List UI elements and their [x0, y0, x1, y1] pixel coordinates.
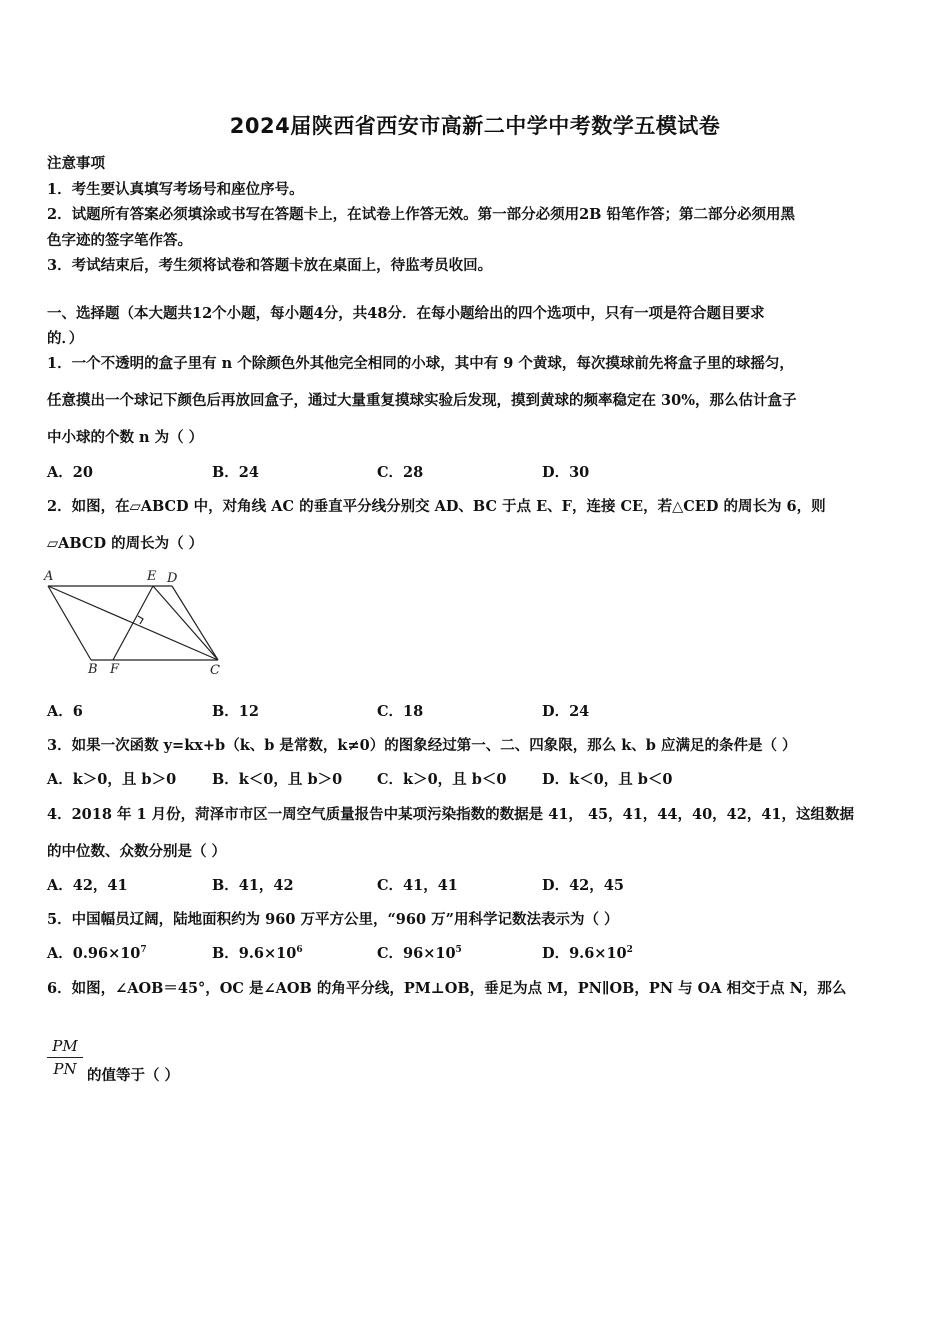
- q2-line-2: ▱ABCD 的周长为（ ）: [47, 535, 204, 552]
- segment-ef: [113, 586, 153, 660]
- notice-heading: 注意事项: [47, 155, 105, 172]
- q4-line-2: 的中位数、众数分别是（ ）: [47, 843, 227, 860]
- q4-option-a: A．42，41: [47, 877, 128, 894]
- side-ab: [48, 586, 91, 660]
- label-a: A: [44, 569, 54, 584]
- q4-option-b: B．41，42: [212, 877, 294, 894]
- label-b: B: [88, 662, 98, 677]
- q2-option-d: D．24: [542, 703, 590, 720]
- section-heading-cont: 的．）: [47, 330, 84, 347]
- label-e: E: [147, 569, 157, 584]
- label-d: D: [167, 571, 178, 586]
- q3-option-b: B．k＜0，且 b＞0: [212, 771, 343, 788]
- q3-line: 3．如果一次函数 y=kx+b（k、b 是常数，k≠0）的图象经过第一、二、四象限，那么 k、b 应满足的条件是（ ）: [47, 737, 797, 754]
- q3-option-c: C．k＞0，且 b＜0: [377, 771, 507, 788]
- q5-option-a: A．$0.96\times 10^7$: [47, 945, 147, 962]
- q2-option-a: A．6: [47, 703, 83, 720]
- q1-line-1: 1．一个不透明的盒子里有 n 个除颜色外其他完全相同的小球，其中有 9 个黄球，每次摸球前先将盒子里的球摇匀，: [47, 355, 794, 372]
- fraction-numerator: PM: [52, 1037, 78, 1055]
- fraction-pm-over-pn: [47, 1037, 83, 1078]
- q4-option-c: C．41，41: [377, 877, 458, 894]
- q1-option-b: B．24: [212, 464, 259, 481]
- q3-option-d: D．k＜0，且 b＜0: [542, 771, 673, 788]
- q5-option-b: B．$9.6\times 10^6$: [212, 945, 303, 962]
- notice-item-3: 3．考试结束后，考生须将试卷和答题卡放在桌面上，待监考员收回。: [47, 257, 493, 274]
- q2-line-1: 2．如图，在▱ABCD 中，对角线 AC 的垂直平分线分别交 AD、BC 于点 E、F，连接 CE，若△CED 的周长为 6，则: [47, 498, 826, 515]
- q4-option-d: D．42，45: [542, 877, 624, 894]
- side-dc: [172, 586, 218, 660]
- fraction-denominator: PN: [53, 1060, 77, 1078]
- notice-item-2-cont: 色字迹的签字笔作答。: [47, 232, 192, 249]
- q2-option-b: B．12: [212, 703, 259, 720]
- q1-line-3: 中小球的个数 n 为（ ）: [47, 429, 204, 446]
- q5-line: 5．中国幅员辽阔，陆地面积约为 960 万平方公里，“960 万”用科学记数法表示为（ ）: [47, 911, 619, 928]
- section-heading: 一、选择题（本大题共12个小题，每小题4分，共48分．在每小题给出的四个选项中，只有一项是符合题目要求: [47, 305, 765, 322]
- label-f: F: [110, 662, 120, 677]
- segment-ce: [153, 586, 218, 660]
- q1-line-2: 任意摸出一个球记下颜色后再放回盒子，通过大量重复摸球实验后发现，摸到黄球的频率稳定在 30%，那么估计盒子: [47, 392, 797, 409]
- q6-line: 6．如图，∠AOB＝45°，OC 是∠AOB 的角平分线，PM⊥OB，垂足为点 M，PN∥OB，PN 与 OA 相交于点 N，那么: [47, 980, 847, 997]
- q6-tail: 的值等于（ ）: [87, 1067, 180, 1084]
- q1-option-c: C．28: [377, 464, 424, 481]
- page-title: 2024届陕西省西安市高新二中学中考数学五模试卷: [229, 114, 721, 138]
- q4-line-1: 4．2018 年 1 月份，菏泽市市区一周空气质量报告中某项污染指数的数据是 41， 45，41，44，40，42，41，这组数据: [47, 806, 855, 823]
- q5-option-c: C．$96\times 10^5$: [377, 945, 462, 962]
- parallelogram-figure: [40, 566, 230, 681]
- q5-option-d: D．$9.6\times 10^2$: [542, 945, 633, 962]
- right-angle-mark: [138, 616, 143, 624]
- notice-item-2: 2．试题所有答案必须填涂或书写在答题卡上，在试卷上作答无效。第一部分必须用2B 铅笔作答；第二部分必须用黑: [47, 206, 795, 223]
- q3-option-a: A．k＞0，且 b＞0: [47, 771, 177, 788]
- q1-option-a: A．20: [47, 464, 93, 481]
- q1-option-d: D．30: [542, 464, 590, 481]
- label-c: C: [210, 663, 220, 678]
- notice-item-1: 1．考生要认真填写考场号和座位序号。: [47, 181, 304, 198]
- q2-option-c: C．18: [377, 703, 424, 720]
